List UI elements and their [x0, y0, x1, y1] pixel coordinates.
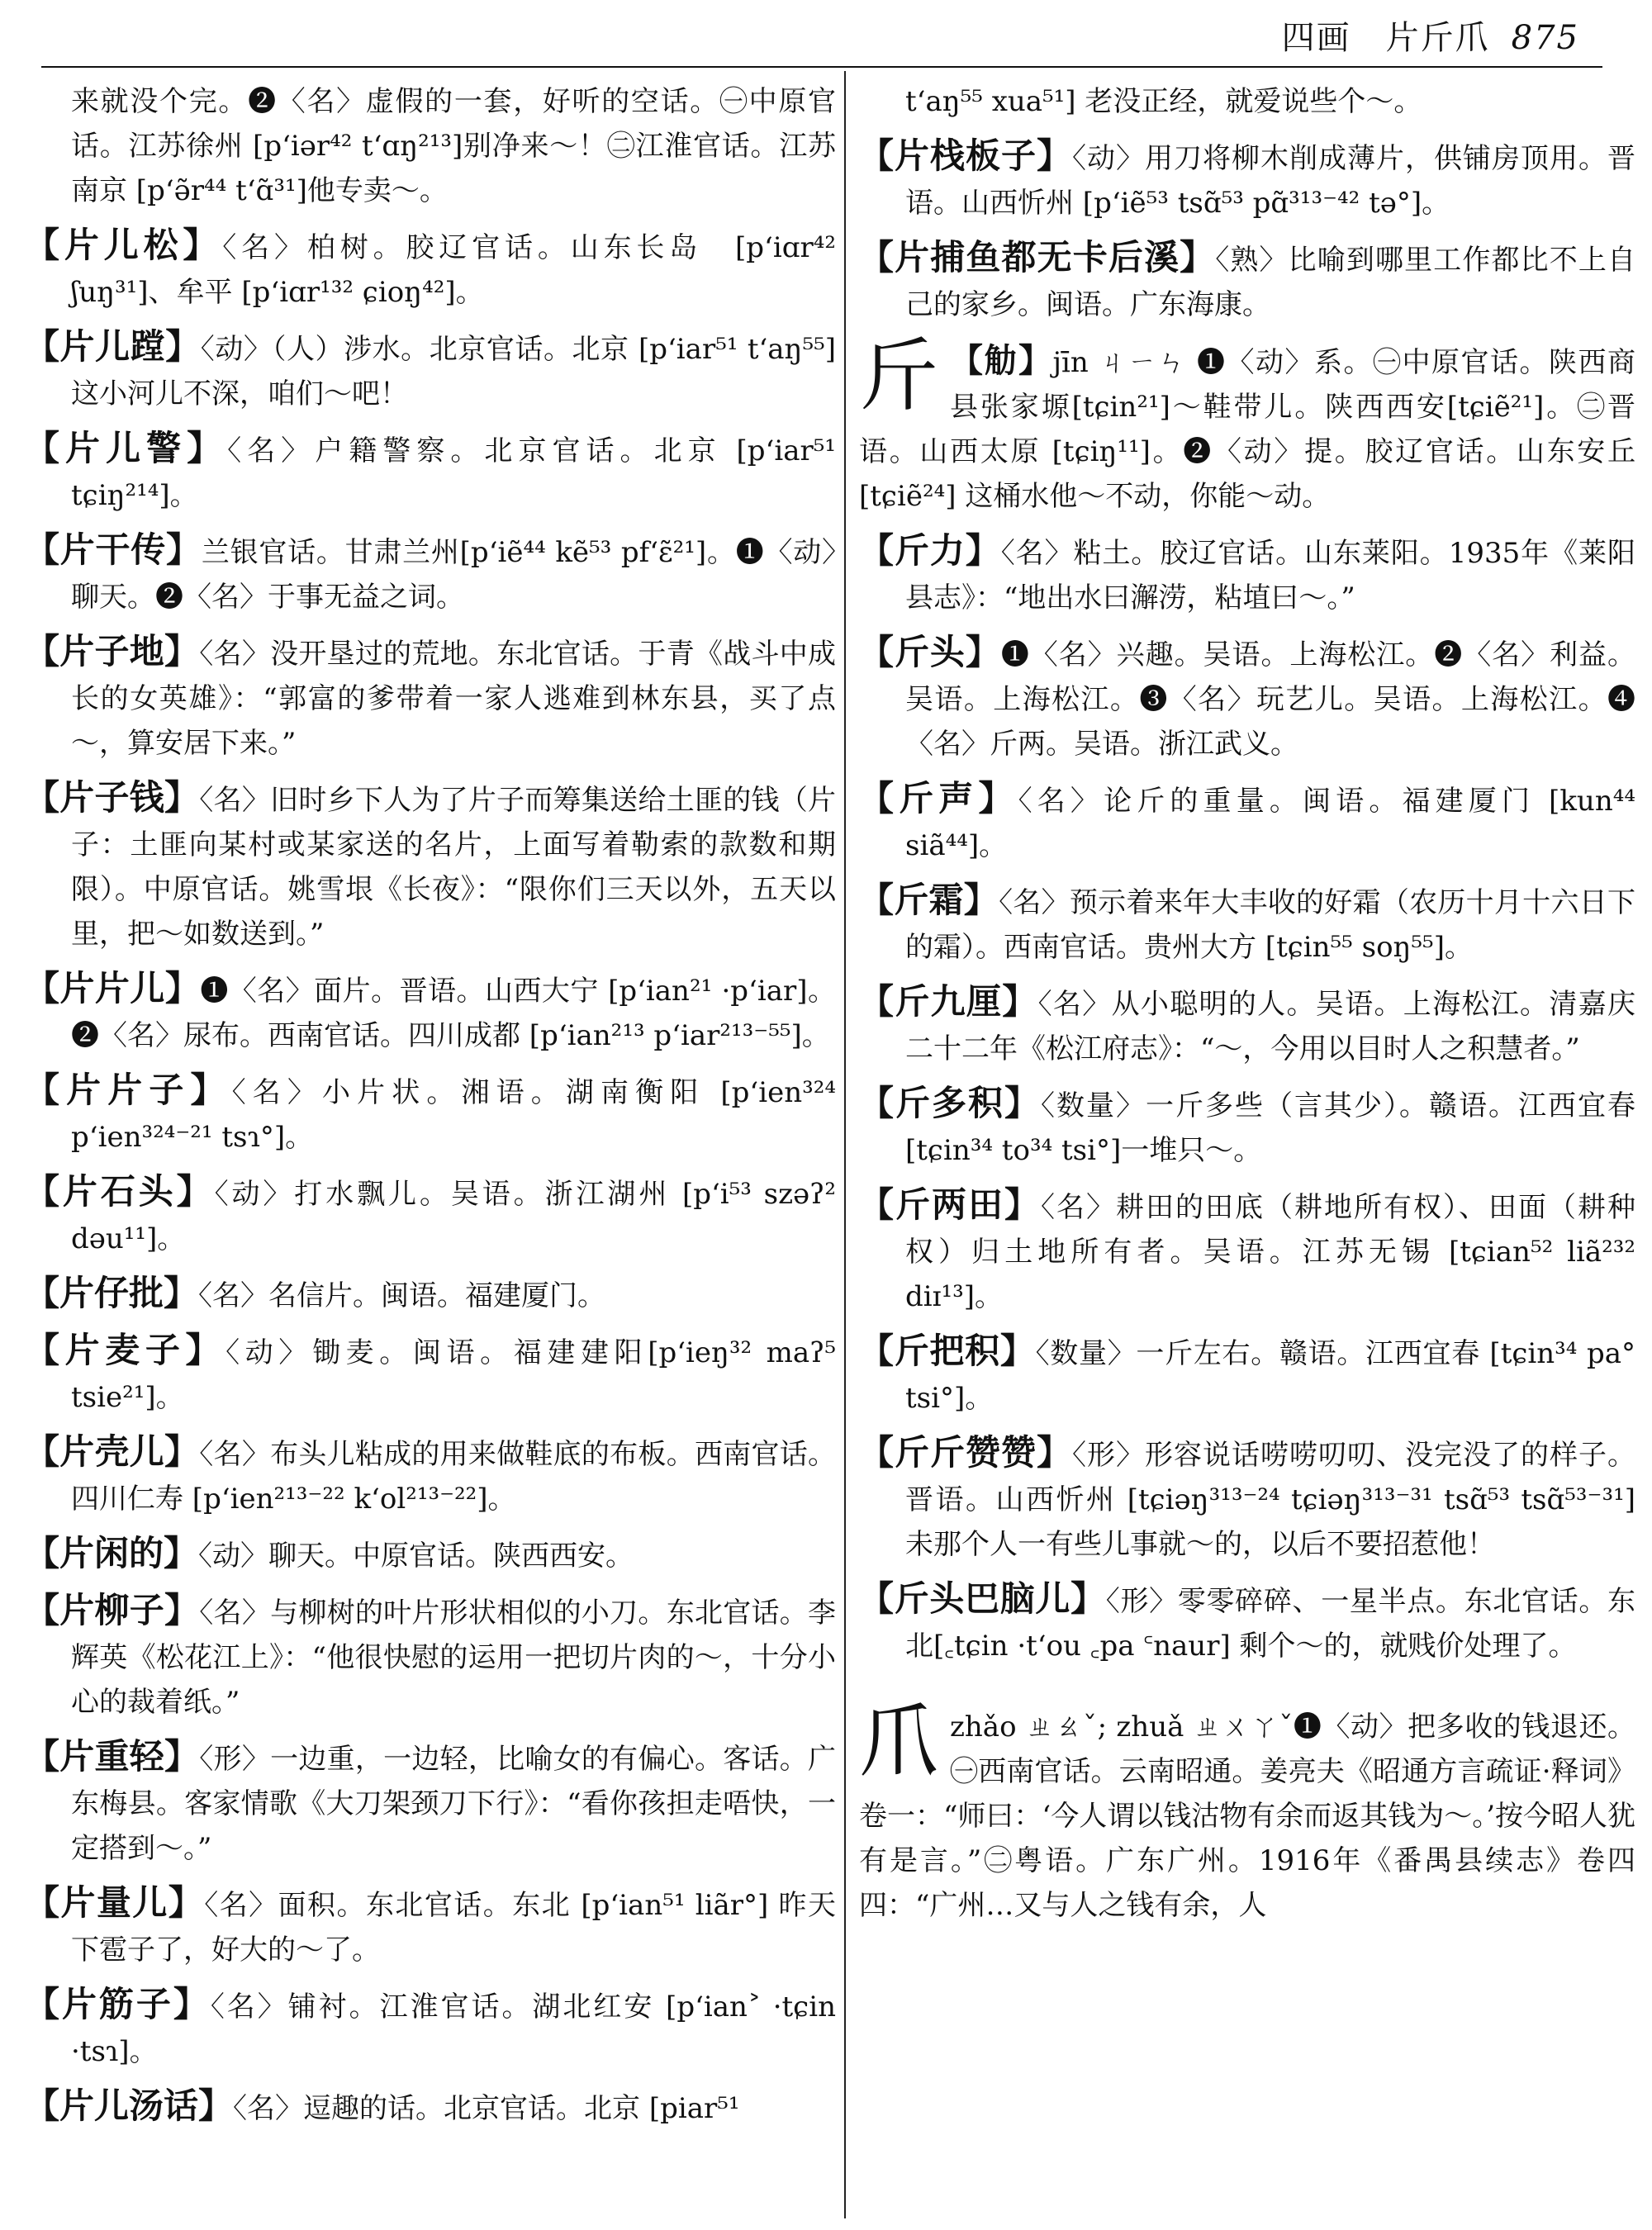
entry-headword: 【片麦子】: [25, 1330, 226, 1370]
definition-text: 〈动〉打水飘儿。吴语。浙江湖州 [pʻi⁵³ szəʔ² dəu¹¹]。: [71, 1178, 836, 1255]
left-column: [25, 79, 836, 2218]
entry-headword: 【斤九厘】: [859, 981, 1038, 1022]
dictionary-entry: [859, 134, 1635, 225]
definition-text: 〈动〉（人）涉水。北京官话。北京 [pʻiar⁵¹ tʻaŋ⁵⁵] 这小河儿不深，咱们～吧！: [71, 333, 836, 410]
head-character-entry: [859, 1696, 1635, 1928]
dictionary-entry: [25, 1588, 836, 1725]
definition-text: 〈名〉柏树。胶辽官话。山东长岛 [pʻiɑr⁴² ʃuŋ³¹]、牟平 [pʻiɑr¹³² ɕioŋ⁴²]。: [71, 231, 836, 309]
entry-headword: 【片柳子】: [25, 1590, 200, 1630]
entry-headword: 【片儿松】: [25, 225, 223, 265]
dictionary-entry: [25, 1068, 836, 1160]
dictionary-entry: [25, 1982, 836, 2074]
page-number: 875: [1511, 19, 1579, 57]
entry-headword: 【斤霜】: [859, 880, 999, 920]
dictionary-entry: [25, 966, 836, 1058]
definition-text: 〈数量〉一斤左右。赣语。江西宜春 [tɕin³⁴ pa° tsi°]。: [905, 1337, 1635, 1415]
dictionary-entry: [859, 1329, 1635, 1421]
dictionary-entry: [859, 79, 1635, 124]
header-rule: [41, 66, 1602, 68]
definition-text: 〈熟〉比喻到哪里工作都比不上自己的家乡。闽语。广东海康。: [905, 244, 1635, 321]
definition-text: zhǎo ㄓㄠˇ; zhuǎ ㄓㄨㄚˇ❶〈动〉把多收的钱退还。㊀西南官话。云南昭通。姜亮夫《昭通方言疏证·释词》卷一：“师曰：‘今人谓以钱沽物有余而返其钱为～。’按今昭人犹有是言。”㊁粤语。广东广州。1916年《番禺县续志》卷四四：“广州…又与人之钱有余，人: [859, 1710, 1635, 1922]
dictionary-entry: [859, 1081, 1635, 1173]
entry-headword: 【片干传】: [25, 529, 202, 570]
definition-text: 〈名〉没开垦过的荒地。东北官话。于青《战斗中成长的女英雄》：“郭富的爹带着一家人逃难到林东县，买了点～，算安居下来。”: [71, 638, 836, 760]
definition-text: 〈动〉锄麦。闽语。福建建阳[pʻieŋ³² maʔ⁵ tsie²¹]。: [71, 1336, 836, 1414]
entry-headword: 【斤多积】: [859, 1083, 1041, 1123]
dictionary-entry: [25, 325, 836, 416]
dictionary-entry: [25, 1328, 836, 1420]
dictionary-entry: [25, 1734, 836, 1871]
entry-headword: 【片重轻】: [25, 1736, 200, 1777]
entry-headword: 【片片儿】: [25, 968, 201, 1008]
page-header: [0, 0, 1652, 68]
dictionary-entry: [859, 776, 1635, 868]
definition-text: ❶〈名〉兴趣。吴语。上海松江。❷〈名〉利益。吴语。上海松江。❸〈名〉玩艺儿。吴语。上海松江。❹〈名〉斤两。吴语。浙江武义。: [905, 638, 1635, 761]
variant-form: 【觔】: [950, 342, 1053, 380]
entry-headword: 【片壳儿】: [25, 1431, 200, 1472]
entry-headword: 【斤头巴脑儿】: [859, 1578, 1106, 1619]
definition-text: 〈名〉旧时乡下人为了片子而筹集送给土匪的钱（片子：土匪向某村或某家送的名片，上面写着勒索的款数和期限）。中原官话。姚雪垠《长夜》：“限你们三天以外，五天以里，把～如数送到。”: [71, 784, 836, 951]
dictionary-entry: [25, 223, 836, 315]
definition-text: 〈名〉户籍警察。北京官话。北京 [pʻiar⁵¹ tɕiŋ²¹⁴]。: [71, 434, 836, 512]
dictionary-entry: [859, 630, 1635, 766]
definition-text: 〈名〉耕田的田底（耕地所有权）、田面（耕种权）归土地所有者。吴语。江苏无锡 [tɕian⁵² liã²³² diɪ¹³]。: [905, 1191, 1635, 1313]
entry-headword: 【斤力】: [859, 530, 1001, 571]
column-divider: [844, 71, 846, 2218]
dictionary-entry: [859, 980, 1635, 1071]
entry-headword: 【片闲的】: [25, 1533, 199, 1573]
definition-text: 〈名〉预示着来年大丰收的好霜（农历十月十六日下的霜）。西南官话。贵州大方 [tɕin⁵⁵ soŋ⁵⁵]。: [905, 886, 1635, 964]
running-head-title: 四画 片斤爪: [1281, 19, 1490, 57]
dictionary-entry: [859, 1431, 1635, 1567]
entry-headword: 【片捕鱼都无卡后溪】: [859, 237, 1216, 278]
right-column: [859, 79, 1635, 2218]
dictionary-entry: [859, 529, 1635, 620]
dictionary-entry: [25, 776, 836, 956]
definition-text: 〈名〉粘土。胶辽官话。山东莱阳。1935年《莱阳县志》：“地出水曰澥涝，粘埴曰～。”: [905, 537, 1635, 614]
definition-text: 兰银官话。甘肃兰州[pʻiẽ⁴⁴ kẽ⁵³ pfʻɛ̃²¹]。❶〈动〉聊天。❷〈名〉于事无益之词。: [71, 536, 836, 614]
entry-headword: 【片儿蹚】: [25, 326, 201, 367]
definition-text: 〈名〉与柳树的叶片形状相似的小刀。东北官话。李辉英《松花江上》：“他很快慰的运用一把切片肉的～，十分小心的裁着纸。”: [71, 1597, 836, 1719]
entry-headword: 【片栈板子】: [859, 135, 1072, 176]
dictionary-entry: [25, 1531, 836, 1578]
dictionary-entry: [859, 1577, 1635, 1668]
definition-text: 〈形〉一边重，一边轻，比喻女的有偏心。客话。广东梅县。客家情歌《大刀架颈刀下行》：“看你孩担走唔快，一定搭到～。”: [71, 1743, 836, 1865]
dictionary-entry: [25, 1881, 836, 1972]
entry-headword: 【斤两田】: [859, 1184, 1041, 1225]
head-character: 斤: [859, 330, 938, 422]
definition-text: jīn ㄐㄧㄣ ❶〈动〉系。㊀中原官话。陕西商县张家塬[tɕin²¹]～鞋带儿。陕西西安[tɕiẽ²¹]。㊁晋语。山西太原 [tɕiŋ¹¹]。❷〈动〉提。胶辽官话。山东安丘 [tɕiẽ²⁴] 这桶水他～不动，你能～动。: [859, 346, 1635, 513]
entry-headword: 【片片子】: [25, 1070, 232, 1110]
definition-text: 〈名〉铺衬。江淮官话。湖北红安 [pʻian˃ ·tɕin ·tsɿ]。: [71, 1990, 836, 2068]
dictionary-entry: [25, 629, 836, 766]
definition-text: 〈形〉零零碎碎、一星半点。东北官话。东北[꜀tɕin ·tʻou ꜀pa ꜂naur] 剩个～的，就贱价处理了。: [905, 1585, 1635, 1663]
entry-headword: 【片子钱】: [25, 777, 200, 818]
dictionary-entry: [25, 1271, 836, 1318]
entry-headword: 【片子地】: [25, 631, 200, 671]
definition-text: 〈名〉逗趣的话。北京官话。北京 [piar⁵¹: [233, 2092, 740, 2125]
definition-text: 〈名〉面积。东北官话。东北 [pʻian⁵¹ liãr°] 昨天下雹子了，好大的～了。: [71, 1889, 836, 1967]
definition-text: 〈名〉论斤的重量。闽语。福建厦门 [kun⁴⁴ siã⁴⁴]。: [905, 785, 1635, 862]
head-character-entry: [859, 330, 1635, 519]
dictionary-entry: [859, 1183, 1635, 1319]
definition-text: 〈形〉形容说话唠唠叨叨、没完没了的样子。晋语。山西忻州 [tɕiəŋ³¹³⁻²⁴ tɕiəŋ³¹³⁻³¹ tsɑ̃⁵³ tsɑ̃⁵³⁻³¹] 未那个人一有些儿事就～的，以后不要招惹他！: [905, 1439, 1635, 1561]
head-character: 爪: [859, 1696, 938, 1788]
dictionary-entry: [25, 79, 836, 213]
dictionary-entry: [25, 528, 836, 619]
dictionary-entry: [25, 1430, 836, 1521]
dictionary-entry: [25, 1170, 836, 1261]
entry-headword: 【斤斤赞赞】: [859, 1432, 1072, 1473]
definition-text: 〈名〉从小聪明的人。吴语。上海松江。清嘉庆二十二年《松江府志》：“～，今用以目时人之积慧者。”: [905, 988, 1635, 1065]
definition-text: 〈数量〉一斤多些（言其少）。赣语。江西宜春[tɕin³⁴ to³⁴ tsi°]一堆只～。: [905, 1089, 1635, 1167]
definition-text: 〈名〉小片状。湘语。湖南衡阳 [pʻien³²⁴ pʻien³²⁴⁻²¹ tsɿ°]。: [71, 1076, 836, 1154]
entry-headword: 【片仔批】: [25, 1273, 199, 1313]
dictionary-entry: [25, 2084, 836, 2131]
entry-headword: 【斤声】: [859, 778, 1018, 818]
entry-headword: 【片量儿】: [25, 1882, 205, 1923]
definition-text: tʻaŋ⁵⁵ xua⁵¹] 老没正经，就爱说些个～。: [905, 85, 1422, 118]
dictionary-entry: [25, 426, 836, 518]
entry-headword: 【斤把积】: [859, 1331, 1036, 1371]
dictionary-entry: [859, 878, 1635, 970]
definition-text: ❶〈名〉面片。晋语。山西大宁 [pʻian²¹ ·pʻiar]。❷〈名〉尿布。西南官话。四川成都 [pʻian²¹³ pʻiar²¹³⁻⁵⁵]。: [71, 975, 836, 1052]
dictionary-entry: [859, 235, 1635, 327]
entry-headword: 【片筋子】: [25, 1984, 211, 2024]
definition-text: 〈动〉用刀将柳木削成薄片，供铺房顶用。晋语。山西忻州 [pʻiẽ⁵³ tsɑ̃⁵³ pɑ̃³¹³⁻⁴² tə°]。: [905, 142, 1635, 220]
entry-headword: 【片石头】: [25, 1171, 215, 1212]
definition-text: 〈名〉名信片。闽语。福建厦门。: [198, 1279, 606, 1312]
definition-text: 来就没个完。❷〈名〉虚假的一套，好听的空话。㊀中原官话。江苏徐州 [pʻiər⁴² tʻɑŋ²¹³]别净来～！㊁江淮官话。江苏南京 [pʻə̃r⁴⁴ tʻɑ̃³¹]他专卖～。: [71, 85, 836, 207]
entry-headword: 【片儿警】: [25, 428, 228, 468]
definition-text: 〈名〉布头儿粘成的用来做鞋底的布板。西南官话。四川仁寿 [pʻien²¹³⁻²² kʻol²¹³⁻²²]。: [71, 1438, 836, 1516]
definition-text: 〈动〉聊天。中原官话。陕西西安。: [198, 1540, 634, 1573]
entry-headword: 【片儿汤话】: [25, 2085, 234, 2126]
entry-headword: 【斤头】: [859, 632, 1001, 672]
